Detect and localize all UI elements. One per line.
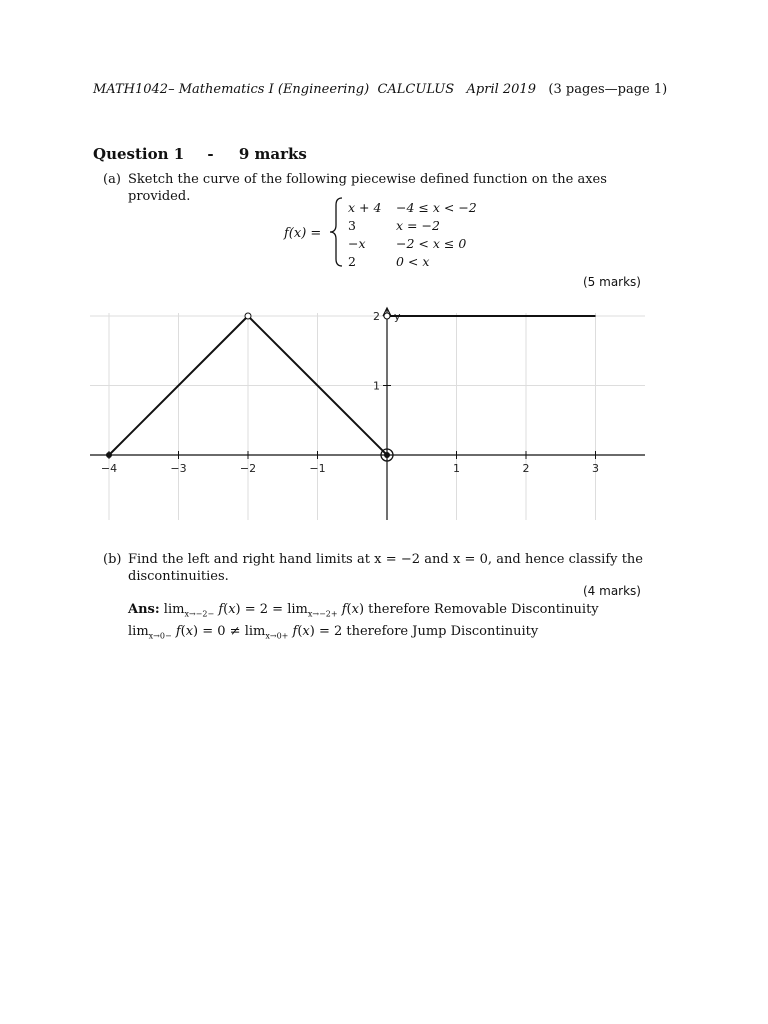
part-a-text: Sketch the curve of the following piecewise defined function on the axes provided.	[128, 172, 607, 204]
answer-line-2	[128, 623, 599, 645]
question-title	[93, 145, 307, 163]
y-tick-label	[364, 519, 380, 521]
question-number: Question 1	[93, 145, 185, 163]
case-cond-2: x = −2	[396, 218, 440, 233]
closed-point	[384, 452, 390, 458]
y-tick-label: 1	[373, 379, 380, 393]
case-expr-4: 2	[348, 254, 356, 269]
x-tick-label: −3	[170, 462, 187, 475]
x-tick-label: 1	[453, 462, 460, 475]
x-tick-label: −2	[239, 462, 257, 475]
function-name: f(x) =	[284, 226, 322, 241]
case-conditions	[396, 199, 477, 271]
answer-label: Ans:	[128, 602, 160, 617]
y-axis-label: y	[394, 310, 401, 323]
case-expr-2: 3	[348, 218, 356, 233]
exam-date: April 2019	[466, 82, 536, 97]
x-tick-label: 3	[592, 462, 599, 475]
part-b-label: (b)	[103, 552, 122, 567]
page-count: (3 pages—page 1)	[548, 82, 668, 97]
page-header	[93, 82, 667, 97]
y-tick-label: 2	[373, 310, 380, 323]
part-a-marks: (5 marks)	[583, 275, 641, 289]
left-brace	[329, 197, 345, 267]
part-a-label: (a)	[103, 172, 121, 187]
case-cond-1: −4 ≤ x < −2	[396, 200, 477, 215]
case-expr-1: x + 4	[348, 200, 382, 215]
answer-text-1: $\lim_{x\to-2-} f(x) = 2 = \lim_{x\to-2+} f(x)$ therefore Removable Discontinuity	[163, 602, 599, 619]
answer-text-2: $\lim_{x\to 0-} f(x) = 0 \ne \lim_{x\to 0+} f(x) = 2$ therefore Jump Discontinuity	[128, 623, 539, 641]
question-dash: -	[207, 145, 214, 163]
subject: CALCULUS	[377, 82, 455, 97]
open-point	[384, 313, 390, 319]
part-b-text: Find the left and right hand limits at x = −2 and x = 0, and hence classify the discontinuities.	[128, 552, 643, 584]
x-tick-label: −4	[100, 462, 118, 475]
case-expressions	[348, 199, 381, 271]
answer-line-1	[128, 601, 599, 623]
x-tick-label: −1	[309, 462, 326, 475]
course-name: MATH1042– Mathematics I (Engineering)	[93, 82, 370, 97]
closed-point	[106, 452, 112, 458]
question-marks: 9 marks	[238, 145, 307, 163]
open-point	[245, 313, 251, 319]
case-cond-4: 0 < x	[396, 254, 430, 269]
case-cond-3: −2 < x ≤ 0	[396, 236, 467, 251]
function-graph	[90, 305, 645, 520]
answer-block	[128, 601, 599, 644]
case-expr-3: −x	[348, 236, 366, 251]
x-tick-label: 2	[522, 462, 530, 475]
part-b-marks: (4 marks)	[583, 584, 641, 598]
